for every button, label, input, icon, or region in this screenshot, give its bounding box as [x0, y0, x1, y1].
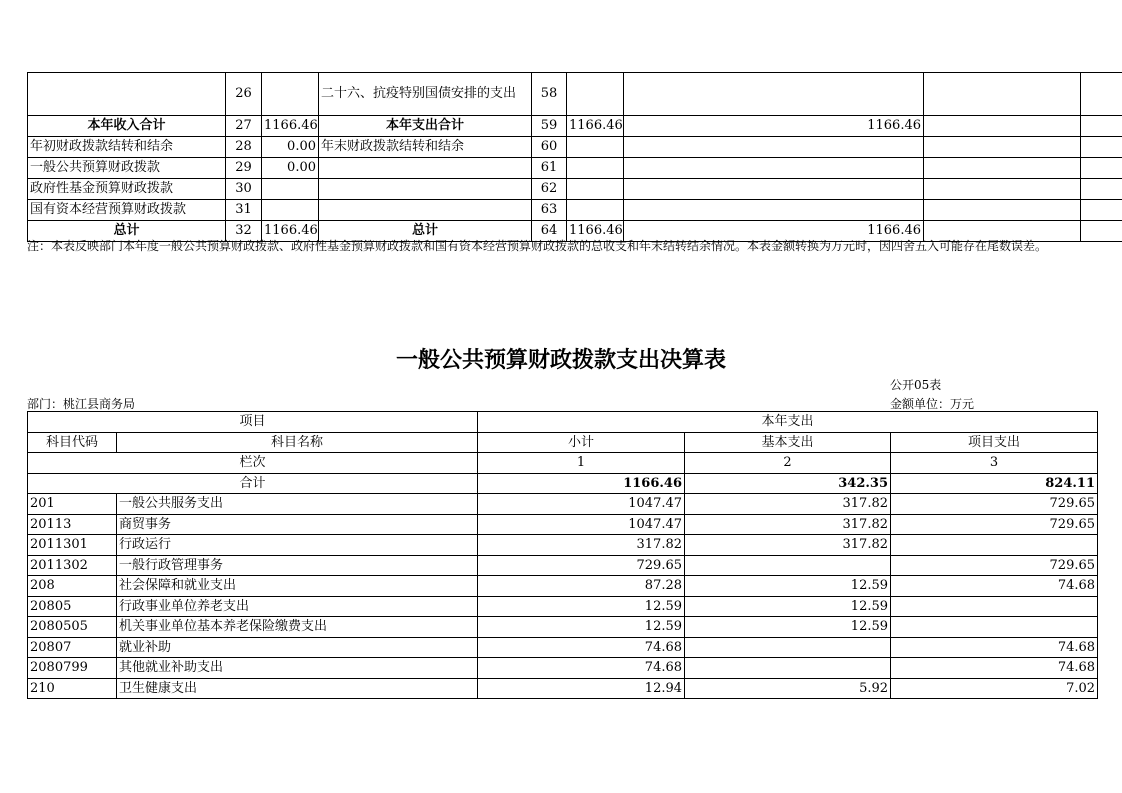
summary-cell-left-amount: 1166.46	[262, 221, 319, 242]
summary-cell-right-label	[319, 179, 532, 200]
summary-cell-c2	[624, 179, 924, 200]
expense-cell-basic: 317.82	[685, 494, 891, 515]
summary-cell-left-no: 29	[226, 158, 262, 179]
expense-cell-basic: 317.82	[685, 535, 891, 556]
expense-cell-project	[891, 596, 1098, 617]
index-label: 栏次	[28, 453, 478, 474]
header-row	[28, 412, 1098, 433]
summary-cell-c3	[924, 116, 1081, 137]
expense-cell-name: 行政运行	[117, 535, 478, 556]
expense-cell-subtotal: 74.68	[478, 637, 685, 658]
summary-cell-c1	[567, 137, 624, 158]
summary-cell-c3	[924, 137, 1081, 158]
index-2: 2	[685, 453, 891, 474]
expense-cell-code: 2011302	[28, 555, 117, 576]
expense-row	[28, 555, 1098, 576]
expense-cell-basic	[685, 555, 891, 576]
expense-cell-subtotal: 317.82	[478, 535, 685, 556]
expense-cell-name: 行政事业单位养老支出	[117, 596, 478, 617]
summary-cell-c2	[624, 200, 924, 221]
expense-cell-subtotal: 729.65	[478, 555, 685, 576]
summary-cell-c4	[1081, 179, 1122, 200]
summary-cell-left-amount	[262, 179, 319, 200]
expense-cell-code: 20807	[28, 637, 117, 658]
summary-row	[28, 73, 1122, 116]
summary-row	[28, 200, 1122, 221]
col-code: 科目代码	[28, 432, 117, 453]
summary-cell-c2: 1166.46	[624, 116, 924, 137]
expense-cell-name: 机关事业单位基本养老保险缴费支出	[117, 617, 478, 638]
summary-cell-left-no: 30	[226, 179, 262, 200]
summary-row	[28, 137, 1122, 158]
carryover-summary-table	[27, 72, 1122, 242]
expense-cell-basic	[685, 658, 891, 679]
column-header-row	[28, 432, 1098, 453]
summary-cell-c4	[1081, 158, 1122, 179]
summary-cell-right-no: 58	[532, 73, 567, 116]
expense-cell-project: 7.02	[891, 678, 1098, 699]
expense-cell-subtotal: 12.59	[478, 596, 685, 617]
expense-cell-basic	[685, 637, 891, 658]
summary-cell-left-label: 年初财政拨款结转和结余	[28, 137, 226, 158]
summary-cell-c3	[924, 179, 1081, 200]
summary-cell-left-no: 31	[226, 200, 262, 221]
summary-cell-c1	[567, 200, 624, 221]
summary-cell-left-no: 26	[226, 73, 262, 116]
expense-cell-project: 729.65	[891, 514, 1098, 535]
expense-cell-subtotal: 1047.47	[478, 494, 685, 515]
total-subtotal: 1166.46	[478, 473, 685, 494]
expense-cell-code: 2080799	[28, 658, 117, 679]
expense-cell-code: 210	[28, 678, 117, 699]
summary-cell-right-no: 63	[532, 200, 567, 221]
table-note: 注：本表反映部门本年度一般公共预算财政拨款、政府性基金预算财政拨款和国有资本经营预算财政拨款的总收支和年末结转结余情况。本表金额转换为万元时，因四舍五入可能存在尾数误差。	[27, 239, 1048, 253]
summary-row	[28, 116, 1122, 137]
expense-row	[28, 596, 1098, 617]
expense-cell-project: 74.68	[891, 637, 1098, 658]
summary-cell-c1: 1166.46	[567, 221, 624, 242]
expense-cell-name: 社会保障和就业支出	[117, 576, 478, 597]
summary-cell-left-amount: 0.00	[262, 158, 319, 179]
summary-cell-c3	[924, 200, 1081, 221]
header-item: 项目	[28, 412, 478, 433]
col-project: 项目支出	[891, 432, 1098, 453]
summary-cell-left-label: 总计	[28, 221, 226, 242]
expense-cell-name: 其他就业补助支出	[117, 658, 478, 679]
summary-cell-right-no: 61	[532, 158, 567, 179]
expense-table	[27, 411, 1098, 699]
total-row	[28, 473, 1098, 494]
summary-cell-right-label: 年末财政拨款结转和结余	[319, 137, 532, 158]
summary-cell-c4	[1081, 73, 1122, 116]
header-year-expense: 本年支出	[478, 412, 1098, 433]
expense-row	[28, 617, 1098, 638]
summary-cell-left-no: 28	[226, 137, 262, 158]
summary-cell-right-no: 59	[532, 116, 567, 137]
expense-cell-project	[891, 535, 1098, 556]
expense-cell-basic: 12.59	[685, 596, 891, 617]
summary-cell-left-no: 27	[226, 116, 262, 137]
expense-cell-code: 201	[28, 494, 117, 515]
summary-cell-left-amount: 1166.46	[262, 116, 319, 137]
expense-cell-project	[891, 617, 1098, 638]
summary-cell-c3	[924, 73, 1081, 116]
summary-cell-right-no: 60	[532, 137, 567, 158]
expense-cell-subtotal: 12.94	[478, 678, 685, 699]
expense-cell-project: 729.65	[891, 494, 1098, 515]
summary-cell-c1: 1166.46	[567, 116, 624, 137]
expense-cell-name: 一般公共服务支出	[117, 494, 478, 515]
expense-cell-subtotal: 12.59	[478, 617, 685, 638]
total-label: 合计	[28, 473, 478, 494]
page-title: 一般公共预算财政拨款支出决算表	[395, 348, 726, 373]
summary-cell-left-amount	[262, 73, 319, 116]
col-basic: 基本支出	[685, 432, 891, 453]
summary-cell-c2: 1166.46	[624, 221, 924, 242]
expense-row	[28, 658, 1098, 679]
total-project: 824.11	[891, 473, 1098, 494]
expense-cell-code: 20805	[28, 596, 117, 617]
expense-row	[28, 637, 1098, 658]
expense-cell-basic: 12.59	[685, 576, 891, 597]
expense-row	[28, 576, 1098, 597]
expense-table-body	[28, 412, 1098, 699]
expense-cell-basic: 12.59	[685, 617, 891, 638]
expense-row	[28, 494, 1098, 515]
expense-cell-code: 208	[28, 576, 117, 597]
total-basic: 342.35	[685, 473, 891, 494]
department-label: 部门：桃江县商务局	[27, 397, 136, 411]
index-row	[28, 453, 1098, 474]
summary-cell-left-amount	[262, 200, 319, 221]
summary-row	[28, 158, 1122, 179]
summary-cell-c1	[567, 73, 624, 116]
expense-cell-name: 商贸事务	[117, 514, 478, 535]
expense-cell-basic: 5.92	[685, 678, 891, 699]
expense-cell-subtotal: 1047.47	[478, 514, 685, 535]
summary-cell-c2	[624, 73, 924, 116]
expense-cell-subtotal: 74.68	[478, 658, 685, 679]
summary-cell-left-label: 国有资本经营预算财政拨款	[28, 200, 226, 221]
expense-cell-name: 一般行政管理事务	[117, 555, 478, 576]
col-subtotal: 小计	[478, 432, 685, 453]
summary-cell-left-label: 本年收入合计	[28, 116, 226, 137]
expense-cell-project: 74.68	[891, 658, 1098, 679]
summary-cell-right-label: 本年支出合计	[319, 116, 532, 137]
summary-cell-left-no: 32	[226, 221, 262, 242]
summary-cell-left-amount: 0.00	[262, 137, 319, 158]
summary-cell-right-no: 64	[532, 221, 567, 242]
index-3: 3	[891, 453, 1098, 474]
summary-cell-c4	[1081, 116, 1122, 137]
expense-cell-subtotal: 87.28	[478, 576, 685, 597]
summary-cell-c4	[1081, 137, 1122, 158]
expense-cell-name: 卫生健康支出	[117, 678, 478, 699]
summary-cell-right-label: 总计	[319, 221, 532, 242]
summary-cell-left-label: 一般公共预算财政拨款	[28, 158, 226, 179]
expense-cell-basic: 317.82	[685, 514, 891, 535]
expense-cell-code: 20113	[28, 514, 117, 535]
expense-row	[28, 535, 1098, 556]
amount-unit-label: 金额单位：万元	[890, 397, 975, 411]
carryover-summary-body	[28, 73, 1122, 242]
summary-row	[28, 179, 1122, 200]
summary-cell-c3	[924, 158, 1081, 179]
expense-cell-project: 729.65	[891, 555, 1098, 576]
expense-row	[28, 678, 1098, 699]
summary-cell-right-label	[319, 200, 532, 221]
summary-cell-right-label	[319, 158, 532, 179]
expense-cell-name: 就业补助	[117, 637, 478, 658]
summary-cell-c4	[1081, 200, 1122, 221]
index-1: 1	[478, 453, 685, 474]
col-name: 科目名称	[117, 432, 478, 453]
summary-cell-left-label: 政府性基金预算财政拨款	[28, 179, 226, 200]
summary-cell-right-no: 62	[532, 179, 567, 200]
expense-cell-project: 74.68	[891, 576, 1098, 597]
expense-cell-code: 2080505	[28, 617, 117, 638]
summary-cell-c2	[624, 158, 924, 179]
summary-cell-c2	[624, 137, 924, 158]
form-number: 公开05表	[890, 378, 942, 392]
summary-cell-c1	[567, 158, 624, 179]
expense-row	[28, 514, 1098, 535]
expense-cell-code: 2011301	[28, 535, 117, 556]
summary-cell-left-label	[28, 73, 226, 116]
summary-cell-c1	[567, 179, 624, 200]
summary-cell-right-label: 二十六、抗疫特别国债安排的支出	[319, 73, 532, 116]
